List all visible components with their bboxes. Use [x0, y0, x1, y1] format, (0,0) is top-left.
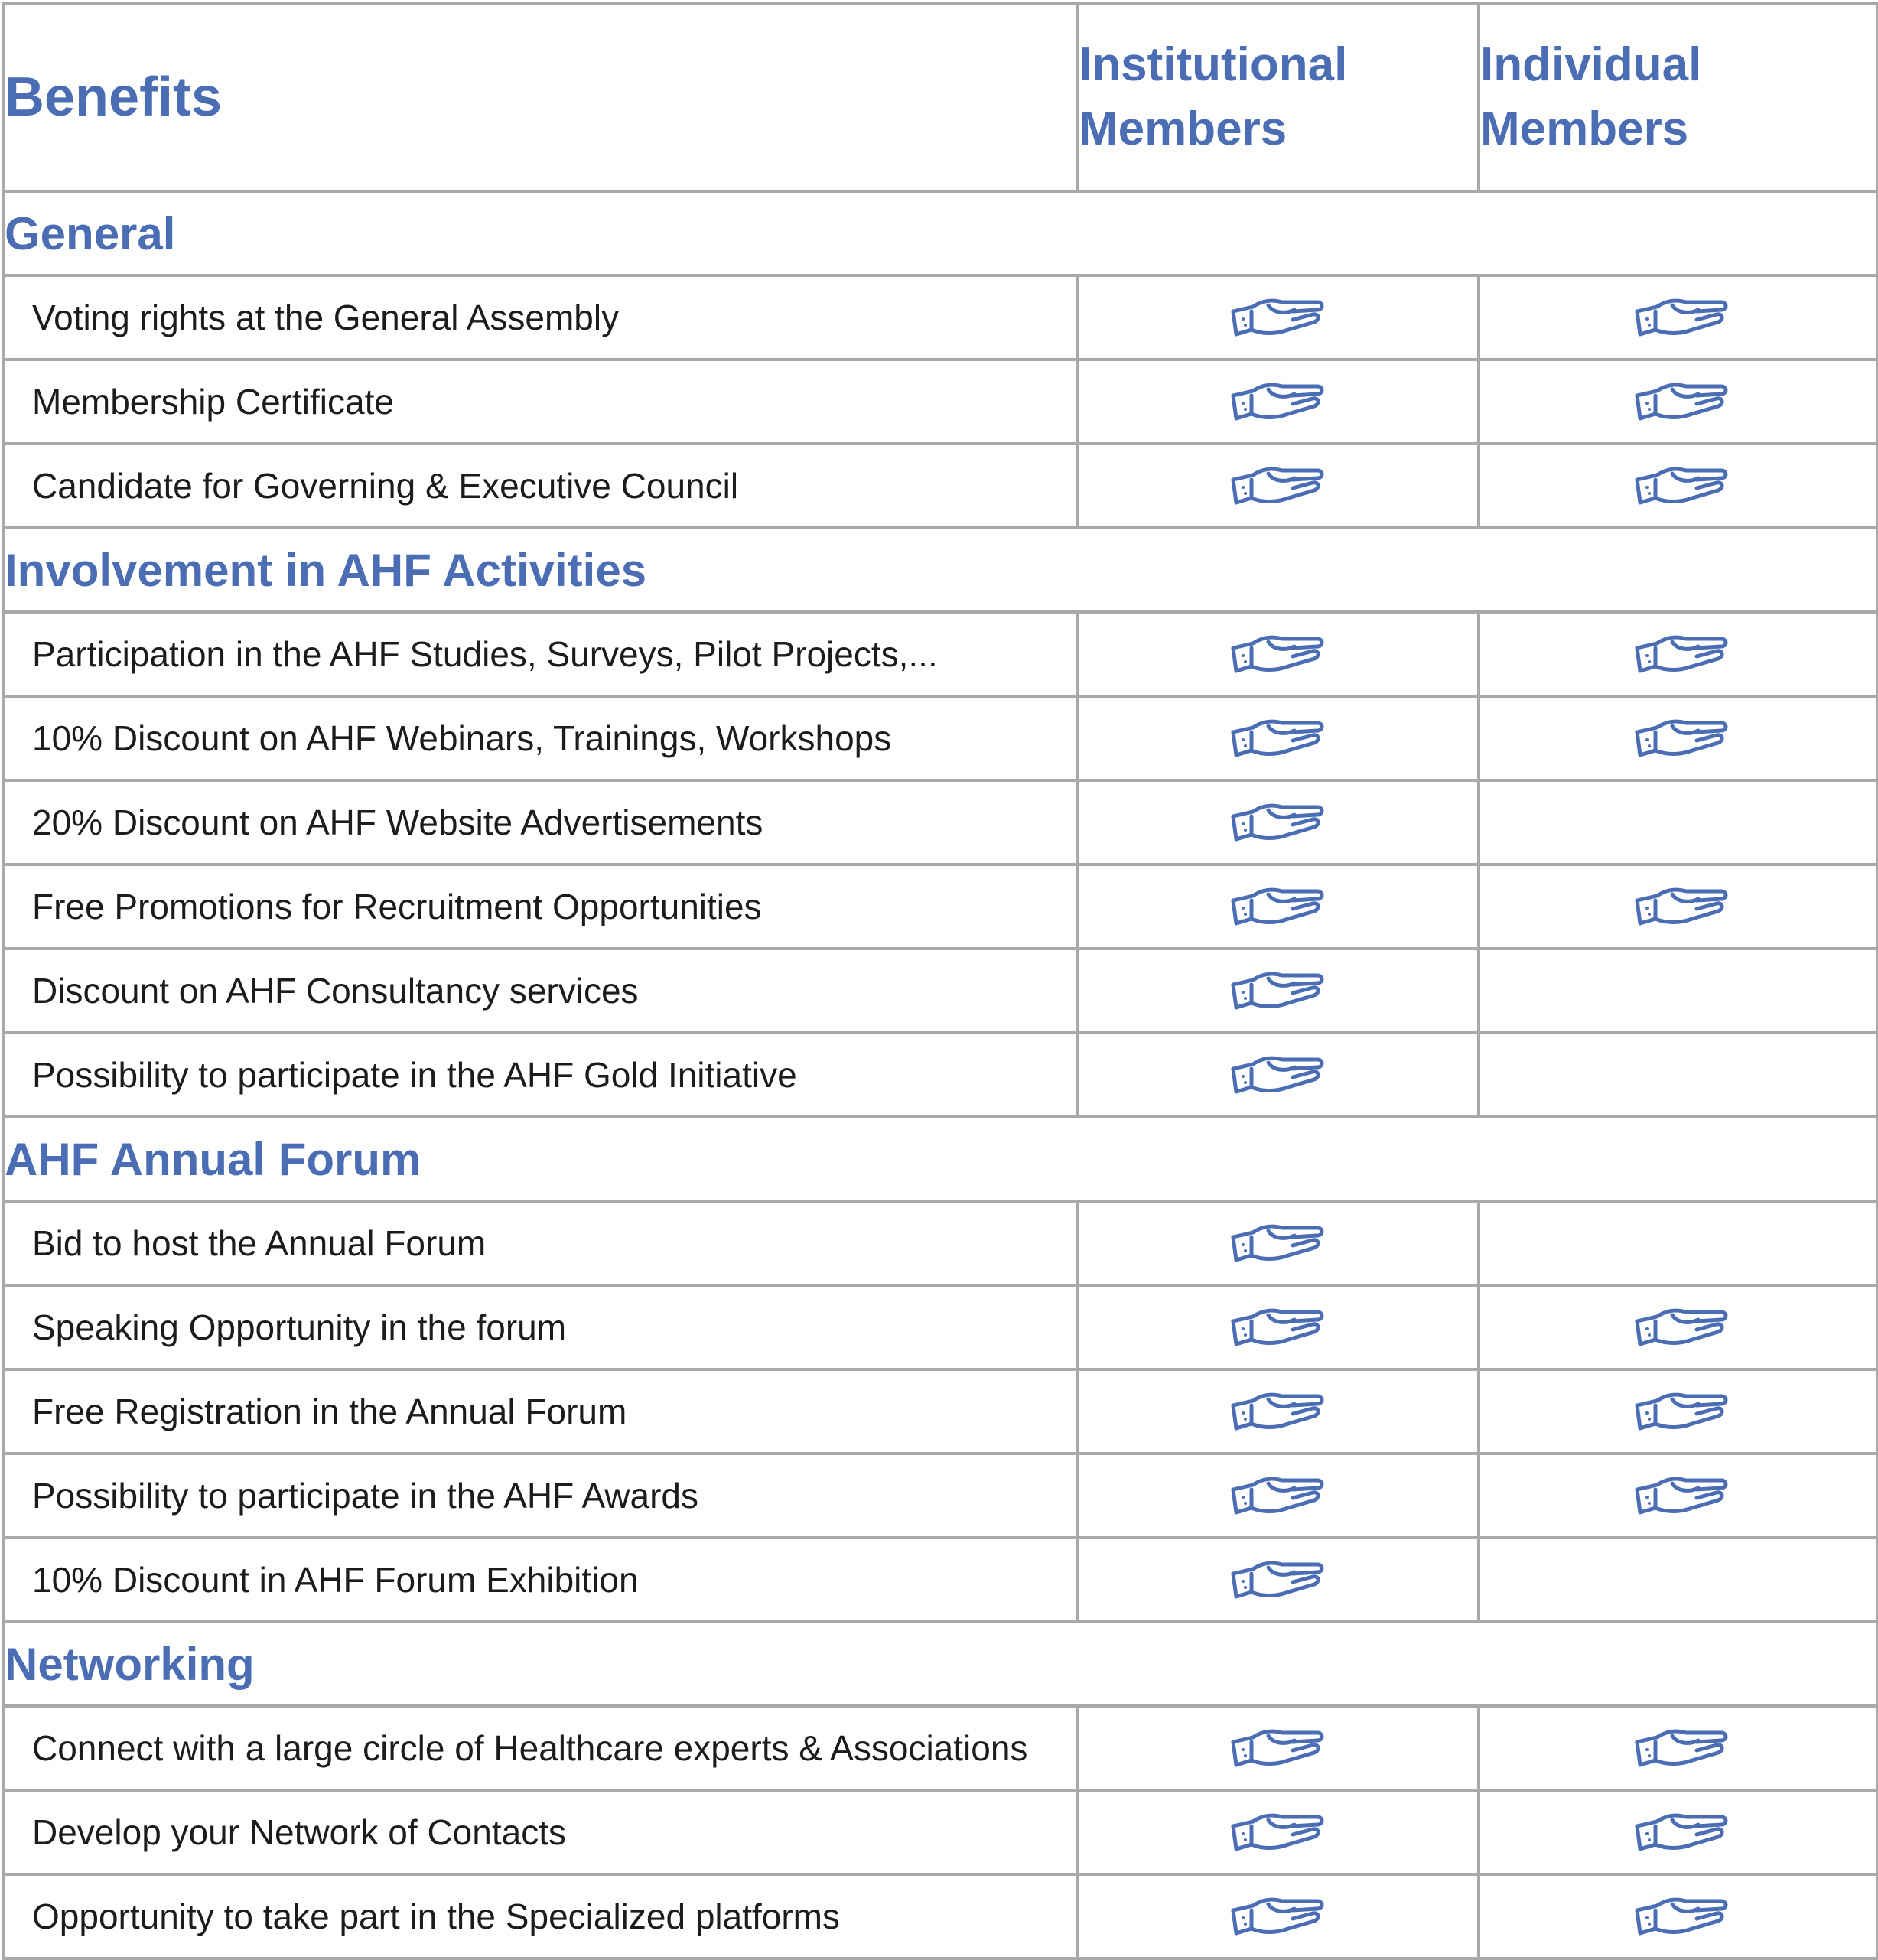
handshake-icon	[1632, 1806, 1732, 1855]
individual-cell	[1479, 696, 1878, 780]
benefit-label: Voting rights at the General Assembly	[3, 275, 1077, 360]
handshake-icon	[1632, 1722, 1732, 1771]
handshake-icon	[1229, 628, 1328, 677]
handshake-icon	[1632, 376, 1732, 425]
benefit-label: Possibility to participate in the AHF Gold Initiative	[3, 1033, 1077, 1117]
section-title: AHF Annual Forum	[3, 1117, 1878, 1201]
table-row	[3, 1285, 1878, 1369]
table-row	[3, 949, 1878, 1033]
institutional-cell	[1077, 444, 1479, 528]
institutional-members-header: Institutional Members	[1077, 3, 1479, 191]
handshake-icon	[1632, 1890, 1732, 1939]
table-row	[3, 360, 1878, 444]
section-title: General	[3, 191, 1878, 275]
benefit-label: Participation in the AHF Studies, Surveys, Pilot Projects,...	[3, 612, 1077, 696]
individual-cell	[1479, 360, 1878, 444]
individual-cell	[1479, 1706, 1878, 1790]
benefit-label: 20% Discount on AHF Website Advertisements	[3, 780, 1077, 864]
institutional-cell	[1077, 780, 1479, 864]
table-row	[3, 1033, 1878, 1117]
benefit-label: Connect with a large circle of Healthcare experts & Associations	[3, 1706, 1077, 1790]
benefits-table	[2, 2, 1878, 1960]
handshake-icon	[1229, 1049, 1328, 1098]
individual-cell	[1479, 1201, 1878, 1285]
individual-cell	[1479, 1454, 1878, 1538]
handshake-icon	[1229, 1470, 1328, 1519]
institutional-cell	[1077, 1201, 1479, 1285]
table-row	[3, 696, 1878, 780]
individual-members-header: Individual Members	[1479, 3, 1878, 191]
institutional-cell	[1077, 612, 1479, 696]
handshake-icon	[1229, 1554, 1328, 1603]
table-header-row	[3, 3, 1878, 191]
benefit-label: Speaking Opportunity in the forum	[3, 1285, 1077, 1369]
handshake-icon	[1229, 712, 1328, 761]
handshake-icon	[1229, 881, 1328, 930]
handshake-icon	[1229, 291, 1328, 340]
table-row	[3, 275, 1878, 360]
benefit-label: Opportunity to take part in the Specialized platforms	[3, 1874, 1077, 1958]
table-row	[3, 1454, 1878, 1538]
institutional-cell	[1077, 1790, 1479, 1874]
section-title: Involvement in AHF Activities	[3, 528, 1878, 612]
section-row	[3, 191, 1878, 275]
individual-cell	[1479, 1369, 1878, 1454]
handshake-icon	[1229, 1301, 1328, 1350]
handshake-icon	[1632, 712, 1732, 761]
benefit-label: Possibility to participate in the AHF Awards	[3, 1454, 1077, 1538]
benefit-label: Discount on AHF Consultancy services	[3, 949, 1077, 1033]
benefit-label: Bid to host the Annual Forum	[3, 1201, 1077, 1285]
handshake-icon	[1229, 376, 1328, 425]
individual-cell	[1479, 1285, 1878, 1369]
institutional-cell	[1077, 275, 1479, 360]
individual-cell	[1479, 444, 1878, 528]
table-row	[3, 444, 1878, 528]
handshake-icon	[1632, 1385, 1732, 1434]
table-row	[3, 1201, 1878, 1285]
handshake-icon	[1632, 460, 1732, 509]
handshake-icon	[1229, 1890, 1328, 1939]
table-row	[3, 612, 1878, 696]
individual-cell	[1479, 1538, 1878, 1622]
individual-cell	[1479, 949, 1878, 1033]
section-row	[3, 528, 1878, 612]
handshake-icon	[1632, 628, 1732, 677]
individual-cell	[1479, 1790, 1878, 1874]
benefit-label: Membership Certificate	[3, 360, 1077, 444]
institutional-cell	[1077, 1285, 1479, 1369]
table-row	[3, 1790, 1878, 1874]
handshake-icon	[1632, 291, 1732, 340]
section-title: Networking	[3, 1622, 1878, 1706]
institutional-cell	[1077, 1454, 1479, 1538]
table-row	[3, 1706, 1878, 1790]
individual-cell	[1479, 1033, 1878, 1117]
handshake-icon	[1229, 1722, 1328, 1771]
individual-cell	[1479, 780, 1878, 864]
institutional-cell	[1077, 1874, 1479, 1958]
institutional-cell	[1077, 864, 1479, 949]
benefit-label: 10% Discount in AHF Forum Exhibition	[3, 1538, 1077, 1622]
benefit-label: Candidate for Governing & Executive Council	[3, 444, 1077, 528]
section-row	[3, 1622, 1878, 1706]
table-row	[3, 1538, 1878, 1622]
handshake-icon	[1229, 1385, 1328, 1434]
table-row	[3, 1369, 1878, 1454]
table-row	[3, 864, 1878, 949]
handshake-icon	[1632, 881, 1732, 930]
institutional-cell	[1077, 949, 1479, 1033]
section-row	[3, 1117, 1878, 1201]
table-row	[3, 1874, 1878, 1958]
institutional-cell	[1077, 360, 1479, 444]
individual-cell	[1479, 612, 1878, 696]
table-body	[3, 191, 1878, 1958]
benefit-label: Free Promotions for Recruitment Opportunities	[3, 864, 1077, 949]
benefit-label: Free Registration in the Annual Forum	[3, 1369, 1077, 1454]
handshake-icon	[1229, 965, 1328, 1014]
handshake-icon	[1632, 1301, 1732, 1350]
handshake-icon	[1229, 1806, 1328, 1855]
individual-cell	[1479, 864, 1878, 949]
handshake-icon	[1229, 1217, 1328, 1266]
individual-cell	[1479, 275, 1878, 360]
handshake-icon	[1632, 1470, 1732, 1519]
table-row	[3, 780, 1878, 864]
benefit-label: 10% Discount on AHF Webinars, Trainings, Workshops	[3, 696, 1077, 780]
benefits-header: Benefits	[3, 3, 1077, 191]
institutional-cell	[1077, 1369, 1479, 1454]
institutional-cell	[1077, 1538, 1479, 1622]
individual-cell	[1479, 1874, 1878, 1958]
institutional-cell	[1077, 696, 1479, 780]
institutional-cell	[1077, 1706, 1479, 1790]
handshake-icon	[1229, 796, 1328, 845]
institutional-cell	[1077, 1033, 1479, 1117]
benefit-label: Develop your Network of Contacts	[3, 1790, 1077, 1874]
handshake-icon	[1229, 460, 1328, 509]
